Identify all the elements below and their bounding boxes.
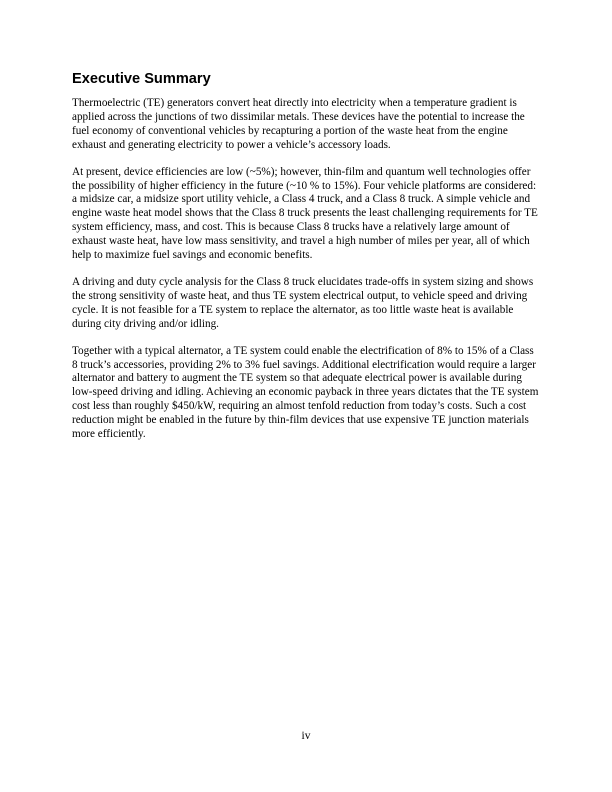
page-content (72, 70, 542, 455)
paragraph-3: A driving and duty cycle analysis for the Class 8 truck elucidates trade-offs in system sizing and shows the strong sensitivity of waste heat, and thus TE system electrical output, to vehicle speed and driving cycle. It is not feasible for a TE system to replace the alternator, as too little waste heat is available during city driving and/or idling. (72, 275, 534, 330)
paragraph-1: Thermoelectric (TE) generators convert heat directly into electricity when a temperature gradient is applied across the junctions of two dissimilar metals. These devices have the potential to increase the fuel economy of conventional vehicles by recapturing a portion of the waste heat from the engine exhaust and generating electricity to power a vehicle’s accessory loads. (72, 97, 525, 151)
paragraph-4: Together with a typical alternator, a TE system could enable the electrification of 8% to 15% of a Class 8 truck’s accessories, providing 2% to 3% fuel savings. Additional electrification would require a larger alternator and battery to augment the TE system so that adequate electrical power is available during low-speed driving and idling. Achieving an economic payback in three years dictates that the TE system cost less than roughly $450/kW, requiring an almost tenfold reduction from today’s costs. Such a cost reduction might be enabled in the future by thin-film devices that use expensive TE junction materials more efficiently. (72, 344, 539, 441)
page-number: iv (301, 730, 311, 742)
section-heading: Executive Summary (72, 71, 211, 87)
paragraph-2: At present, device efficiencies are low (~5%); however, thin-film and quantum well technologies offer the possibility of higher efficiency in the future (~10 % to 15%). Four vehicle platforms are considered: a midsize car, a midsize sport utility vehicle, a Class 4 truck, and a Class 8 truck. A simple vehicle and engine waste heat model shows that the Class 8 truck presents the least challenging requirements for TE system efficiency, mass, and cost. This is because Class 8 trucks have a relatively large amount of exhaust waste heat, have low mass sensitivity, and travel a high number of miles per year, all of which help to maximize fuel savings and economic benefits. (72, 165, 538, 262)
